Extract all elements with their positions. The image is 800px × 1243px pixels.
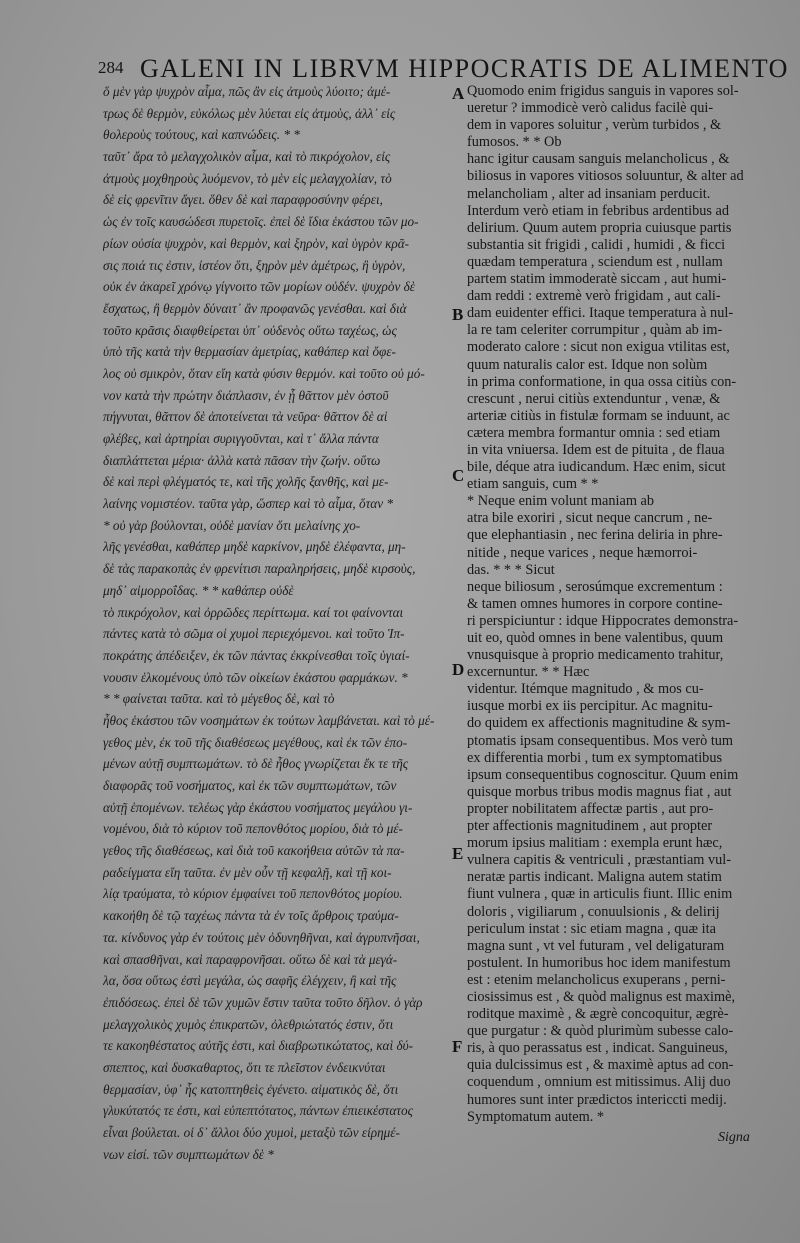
latin-text-line: roditque maximè , & ægrè concoquitur, ægrè- [467,1006,729,1023]
greek-text-line: σπεπτος, καὶ δυσκαθαρτος, ὅτι τε πλεῖστον ἐνδεικνύται [103,1059,386,1075]
greek-text-line: δὲ καὶ περὶ φλέγματός τε, καὶ τῆς χολῆς ξανθῆς, καὶ με- [103,474,389,490]
greek-text-line: νομένου, διὰ τὸ κύριον τοῦ πεπονθότος μορίου, διὰ τὸ μέ- [103,821,403,837]
greek-text-line: ἦθος ἑκάστου τῶν νοσημάτων ἐκ τούτων λαμβάνεται. καὶ τὸ μέ- [103,712,435,728]
greek-text-line: * οὐ γὰρ βούλονται, οὐδὲ μανίαν ὅτι μελαίνης χο- [103,517,361,533]
greek-text-line: εἶναι βούλεται. οἱ δ᾽ ἄλλοι δύο χυμοὶ, μεταξὺ τῶν εἰρημέ- [103,1125,400,1140]
latin-text-line: que elephantiasin , nec ferina deliria in phre- [467,527,723,544]
latin-text-line: ri perspiciuntur : idque Hippocrates demonstra- [467,612,739,629]
greek-text-line: πήγνυται, θᾶττον δὲ ἀποτείνεται τὰ νεῦρα· θᾶττον δὲ αἱ [103,409,388,425]
greek-text-line: ὅ μὲν γὰρ ψυχρὸν αἷμα, πῶς ἂν εἰς ἀτμοὺς λύοιτο; ἀμέ- [103,84,391,99]
latin-text-line: quum naturalis calor est. Idque non solùm [467,356,708,373]
latin-text-line: vnusquisque à proprio medicamento trahitur, [467,647,724,664]
latin-text-line: das. * * * Sicut [467,561,555,578]
greek-text-line: ταῦτ᾽ ἄρα τὸ μελαγχολικὸν αἷμα, καὶ τὸ πικρόχολον, εἰς [103,149,391,165]
latin-text-line: Interdum verò etiam in febribus ardentibus ad [467,202,730,219]
greek-text-line: γεθος τῆς διαθέσεως, καὶ διὰ τοῦ κακοήθεια αὐτῶν τὰ πα- [103,843,405,859]
latin-text-line: dam euidenter effici. Itaque temperatura à nul- [467,305,734,322]
latin-text-line: ciosissimus est , & quòd malignus est maximè, [467,988,736,1005]
latin-text-column [467,83,785,1126]
latin-text-line: Symptomatum autem. * [467,1108,605,1125]
latin-text-line: quisque morbus tribus modis magnus fiat , aut [467,783,732,800]
greek-text-line: μένων αὐτῇ συμπτωμάτων. τὸ δὲ ἦθος γνωρίζεται ἔκ τε τῆς [103,756,409,772]
latin-text-line: postulent. In humoribus hoc idem manifestum [467,954,731,971]
latin-text-line: delirium. Quum autem propria cuiusque partis [467,219,732,236]
greek-text-line: λος οὐ σμικρὸν, ὅταν εἴη κατὰ φύσιν θερμόν. καὶ τοῦτο οὐ μό- [103,365,425,381]
latin-text-line: ris, à quo perassatus est , indicat. Sanguineus, [467,1040,728,1057]
margin-marker-d: D [452,660,465,679]
greek-text-line: σις ποιά τις ἐστιν, ἰστέον ὅτι, ξηρὸν μὲν ἀμέτρως, ἢ ὑγρὸν, [103,257,406,273]
margin-marker-f: F [452,1037,463,1056]
greek-text-line: λα, ὅσα οὕτως ἐστὶ μεγάλα, ὡς σαφῆς ἐλέγχειν, ἢ καὶ τῆς [103,973,397,989]
greek-text-line: ὡς ἐν τοῖς καυσώδεσι πυρετοῖς. ἐπεὶ δὲ ἴδια ἑκάστου τῶν μο- [103,214,419,230]
greek-text-line: θερμασίαν, ὑφ᾽ ἧς κατοπτηθεὶς ἐγένετο. αἱματικὸς δὲ, ὅτι [103,1081,399,1097]
latin-text-line: Quomodo enim frigidus sanguis in vapores sol- [467,83,739,99]
greek-text-line: ὑπὸ τῆς κατὰ τὴν θερμασίαν ἀμετρίας, καθάπερ καὶ ὄφε- [103,344,396,360]
latin-text-line: est : etenim melancholicus exuperans , perni- [467,971,726,988]
greek-text-line: οὐκ ἐν ἀκαρεῖ χρόνῳ γίγνοιτο τῶν μορίων οὐδέν. ψυχρὸν δὲ [103,279,415,295]
greek-text-line: θολεροὺς τούτους, καὶ καπνώδεις. * * [103,127,300,143]
latin-text-line: videntur. Itémque magnitudo , & mos cu- [467,681,704,698]
greek-text-line: τρως δὲ θερμὸν, εὐκόλως μὲν λύεται εἰς ἀτμοὺς, ἀλλ᾽ εἰς [103,105,396,121]
latin-text-line: neratæ partis indicant. Maligna autem statim [467,869,722,886]
greek-text-line: αὐτῇ ἑπομένων. τελέως γὰρ ἑκάστου νοσήματος μεγάλου γι- [103,799,413,815]
latin-text-line: moderato calore : sicut non exigua vtilitas est, [467,339,730,356]
latin-text-line: ex differentia morbi , tum ex symptomatibus [467,749,723,766]
greek-text-line: καὶ σπασθῆναι, καὶ παραφρονῆσαι. οὕτω δὲ καὶ τὰ μεγά- [103,951,398,967]
greek-text-line: ἔσχατως, ἢ θερμὸν δύναιτ᾽ ἂν προφανῶς γενέσθαι. καὶ διὰ [103,300,407,316]
latin-text-line: atra bile exoriri , sicut neque cancrum , ne- [467,510,713,527]
latin-text-line: hanc igitur causam sanguis melancholicus , & [467,151,730,168]
greek-text-line: μηδ᾽ αἱμορροΐδας. * * καθάπερ οὐδὲ [103,582,294,598]
latin-text-line: iusque morbi ex iis percipitur. Ac magnitu- [467,698,713,715]
latin-text-line: dam reddi : extremè verò frigidam , aut cali- [467,288,721,305]
greek-text-line: νων εἰσί. τῶν συμπτωμάτων δὲ * [103,1146,274,1162]
greek-text-line: πάντες κατὰ τὸ σῶμα οἱ χυμοὶ περιεχόμενοι. καὶ τοῦτο Ἱπ- [103,626,405,642]
greek-text-line: λῆς γενέσθαι, καθάπερ μηδὲ καρκίνον, μηδὲ ἐλέφαντα, μη- [103,539,406,555]
latin-text-line: substantia sit frigidi , calidi , humidi , & ficci [467,236,726,253]
latin-text-line: pter affectionis magnitudinem , aut propter [467,818,713,835]
latin-text-line: melancholiam , alter ad insaniam perducit. [467,185,711,202]
greek-text-line: δὲ εἰς φρενῖτιν ἄγει. ὅθεν δὲ καὶ παραφροσύνην φέρει, [103,192,383,208]
greek-text-line: δὲ τὰς παρακοπὰς ἐν φρενίτισι παραληρήσεις, μηδὲ κιρσοὺς, [103,561,416,577]
latin-text-line: cætera membra formantur omnia : sed etiam [467,424,721,441]
latin-text-line: vulnera capitis & ventriculi , præstantiam vul- [467,852,732,869]
latin-text-line: neque biliosum , serosúmque excrementum : [467,578,723,595]
greek-text-line: γεθος μὲν, ἐκ τοῦ τῆς διαθέσεως μεγέθους, καὶ ἐκ τῶν ἑπο- [103,734,408,750]
latin-text-line: periculum instat : sic etiam magna , quæ ita [467,920,716,937]
greek-text-column [103,81,455,1165]
margin-marker-b: B [452,305,464,324]
latin-text-line: quia dulcissimus est , & maximè aptus ad con- [467,1057,734,1074]
margin-marker-e: E [452,844,464,863]
latin-text-line: * Neque enim volunt maniam ab [467,493,655,510]
greek-text-line: * * φαίνεται ταῦτα. καὶ τὸ μέγεθος δὲ, καὶ τὸ [103,691,335,707]
margin-marker-c: C [452,466,465,485]
latin-text-line: que purgatur : & quòd plurimùm subesse calo- [467,1023,734,1040]
greek-text-line: τοῦτο κρᾶσις διαφθείρεται ὑπ᾽ οὐδενὸς οὕτω ταχέως, ὡς [103,322,397,338]
greek-text-line: ποκράτης ἀπέδειξεν, ἐκ τῶν πάντας ἐκκρίνεσθαι τοῖς ὑγιαί- [103,647,410,663]
latin-text-line: excernuntur. * * Hæc [467,664,590,681]
latin-text-line: uit eo, quòd omnes in bene valentibus, quum [467,630,724,646]
latin-text-line: propter nobilitatem affectæ partis , aut pro- [467,800,714,817]
greek-text-line: ἐπιδόσεως. ἐπεὶ δὲ τῶν χυμῶν ἔστιν ταῦτα τοῦτο δῆλον. ὁ γὰρ [103,994,423,1010]
catchword: Signa [718,1130,750,1145]
latin-text-line: ipsum consequentibus cognoscitur. Quum enim [467,766,739,783]
latin-text-line: magna sunt , vt vel futuram , vel deligaturam [467,937,725,954]
greek-text-line: γλυκύτατός τε ἐστι, καὶ εὐπεπτότατος, πάντων ἐπιεικέστατος [103,1103,413,1119]
latin-text-line: dem in vapores soluitur , verùm turbidos , & [467,117,722,134]
greek-text-line: διαφορᾶς τοῦ νοσήματος, καὶ ἐκ τῶν συμπτωμάτων, τῶν [103,778,397,793]
latin-text-line: in vita vniuersa. Idem est de pituita , de flaua [467,441,725,458]
latin-text-line: bile, déque atra iudicandum. Hæc enim, sicut [467,459,726,476]
greek-text-line: κακοήθη δὲ τῷ ταχέως πάντα τὰ ἐν τοῖς ἄρθροις τραύμα- [103,908,399,924]
greek-text-line: τὸ πικρόχολον, καὶ ὀρρῶδες περίττωμα. καί τοι φαίνονται [103,604,404,620]
greek-text-line: διαπλάττεται μέρια· ἀλλὰ κατὰ πᾶσαν τὴν ζωήν. οὕτω [103,452,381,468]
latin-text-line: la re tam celeriter corrumpitur , quàm ab im- [467,322,723,339]
latin-text-line: humores sunt inter prædictos intericcti medij. [467,1091,727,1108]
greek-text-line: ρίων οὐσία ψυχρὸν, καὶ θερμὸν, καὶ ξηρὸν, καὶ ὑγρὸν κρᾶ- [103,235,410,251]
latin-text-line: biliosus in vapores vitiosos soluuntur, & alter ad [467,168,744,185]
greek-text-line: νουσιν ἑλκομένους ὑπὸ τῶν οἰκείων ἑκάστου φαρμάκων. * [103,669,408,685]
latin-text-line: fumosos. * * Ob [467,134,562,151]
latin-text-line: partem statim immoderatè siccam , aut humi- [467,271,727,288]
latin-text-line: quædam temperatura , sciendum est , nullam [467,253,723,270]
latin-text-line: ueretur ? immodicè verò calidus facilè qui- [467,100,714,117]
greek-text-line: τε κακοηθέστατος αὐτῆς ἐστι, καὶ διαβρωτικώτατος, καὶ δύ- [103,1038,414,1054]
latin-text-line: morum ipsius malitiam : exempla erunt hæc, [467,835,723,852]
greek-text-line: μελαγχολικὸς χυμὸς ἐπικρατῶν, ὀλεθριώτατός ἐστιν, ὅτι [103,1016,394,1032]
margin-marker-a: A [452,84,465,103]
page-number: 284 [98,58,124,77]
latin-text-line: fiunt vulnera , quæ in articulis fiunt. Illic enim [467,886,733,903]
greek-text-line: ραδείγματα εἴη ταῦτα. ἐν μὲν οὖν τῇ κεφαλῇ, καὶ τῇ κοι- [103,864,392,880]
latin-text-line: do quidem ex affectionis magnitudine & sym- [467,715,731,732]
greek-text-line: λίᾳ τραύματα, τὸ κύριον ἐμφαίνει τοῦ πεπονθότος μορίου. [103,886,403,902]
greek-text-line: τα. κίνδυνος γὰρ ἐν τούτοις μὲν ὀδυνηθῆναι, καὶ ἀγρυπνῆσαι, [103,929,420,945]
greek-text-line: ἀτμοὺς μοχθηροὺς λυόμενον, τὸ μὲν εἰς μελαγχολίαν, τὸ [103,170,392,186]
latin-text-line: coquendum , omnium est mitissimus. Alij duo [467,1074,731,1091]
latin-text-line: nitide , neque varices , neque hæmorroi- [467,544,698,561]
page-header [98,54,789,84]
latin-text-line: etiam sanguis, cum * * [467,476,599,493]
latin-text-line: doloris , vigiliarum , conuulsionis , & delirij [467,903,720,920]
running-title: GALENI IN LIBRVM HIPPOCRATIS DE ALIMENTO [140,54,789,83]
latin-text-line: ptomatis ipsam consequentibus. Mos verò tum [467,732,734,749]
latin-text-line: in prima conformatione, in qua ossa citiùs con- [467,373,737,390]
greek-text-line: φλέβες, καὶ ἀρτηρίαι συριγγοῦνται, καὶ τ᾽ ἄλλα πάντα [103,431,379,446]
greek-text-line: λαίνης νομιστέον. ταῦτα γὰρ, ὥσπερ καὶ τὸ αἷμα, ὅταν * [103,496,393,512]
greek-text-line: νον κατὰ τὴν πρώτην διάπλασιν, ἐν ᾗ θᾶττον μὲν ὀστοῦ [103,387,389,403]
latin-text-line: arteriæ citiùs in fistulæ formam se induunt, ac [467,407,730,424]
latin-text-line: & tamen omnes humores in corpore contine- [467,595,723,612]
latin-text-line: crescunt , nerui citiùs extenduntur , venæ, & [467,390,721,407]
